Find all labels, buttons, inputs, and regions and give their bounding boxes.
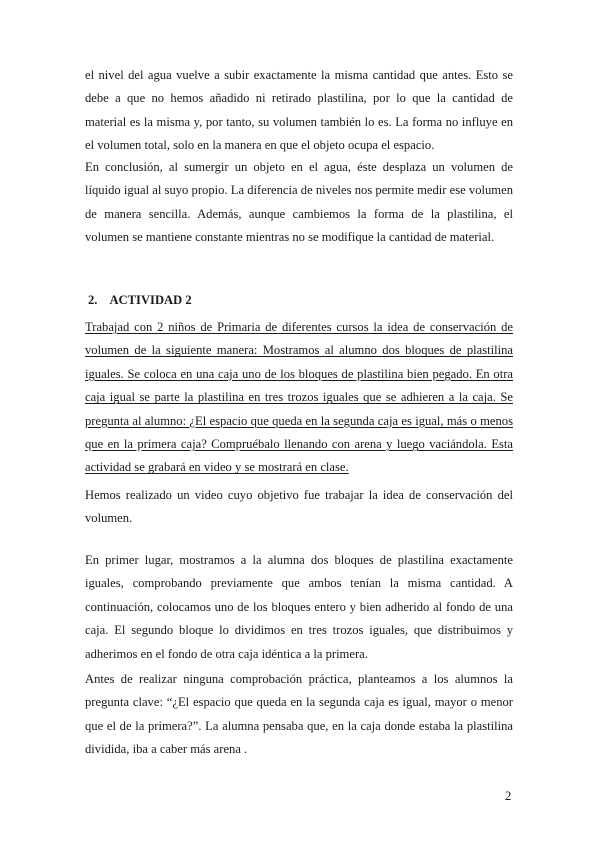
paragraph-water-level: el nivel del agua vuelve a subir exactamente la misma cantidad que antes. Esto se debe a que no hemos añadido ni retirado plastilina, por lo que la cantidad de material es la misma y, por tanto, su volumen también lo es. La forma no influye en el volumen total, solo en la manera en que el objeto ocupa el espacio. xyxy=(85,68,513,153)
paragraph-conclusion: En conclusión, al sumergir un objeto en el agua, éste desplaza un volumen de líquido igual al suyo propio. La diferencia de niveles nos permite medir ese volumen de manera sencilla. Además, aunque cambiemos la forma de la plastilina, el volumen se mantiene constante mientras no se modifique la cantidad de material. xyxy=(85,160,513,245)
section-title: ACTIVIDAD 2 xyxy=(109,293,192,307)
activity-instructions: Trabajad con 2 niños de Primaria de diferentes cursos la idea de conservación de volumen de la siguiente manera: Mostramos al alumno dos bloques de plastilina iguales. Se coloca en una caja uno de los bloques de plastilina bien pegado. En otra caja igual se parte la plastilina en tres trozos iguales que se adhieren a la caja. Se pregunta al alumno: ¿El espacio que queda en la segunda caja es igual, más o menos que en la primera caja? Compruébalo llenando con arena y luego vaciándola. Esta actividad se grabará en video y se mostrará en clase. xyxy=(85,320,513,475)
section-number: 2. xyxy=(88,293,98,307)
section-heading xyxy=(88,293,192,308)
page-number: 2 xyxy=(505,789,512,803)
paragraph-procedure: En primer lugar, mostramos a la alumna dos bloques de plastilina exactamente iguales, comprobando previamente que ambos tenían la misma cantidad. A continuación, colocamos uno de los bloques entero y bien adherido al fondo de una caja. El segundo bloque lo dividimos en tres trozos iguales, que distribuimos y adherimos en el fondo de otra caja idéntica a la primera. xyxy=(85,553,513,661)
paragraph-key-question: Antes de realizar ninguna comprobación práctica, planteamos a los alumnos la pregunta clave: “¿El espacio que queda en la segunda caja es igual, mayor o menor que el de la primera?”. La alumna pensaba que, en la caja donde estaba la plastilina dividida, iba a caber más arena . xyxy=(85,672,513,757)
paragraph-video-objective: Hemos realizado un video cuyo objetivo fue trabajar la idea de conservación del volumen. xyxy=(85,488,513,526)
